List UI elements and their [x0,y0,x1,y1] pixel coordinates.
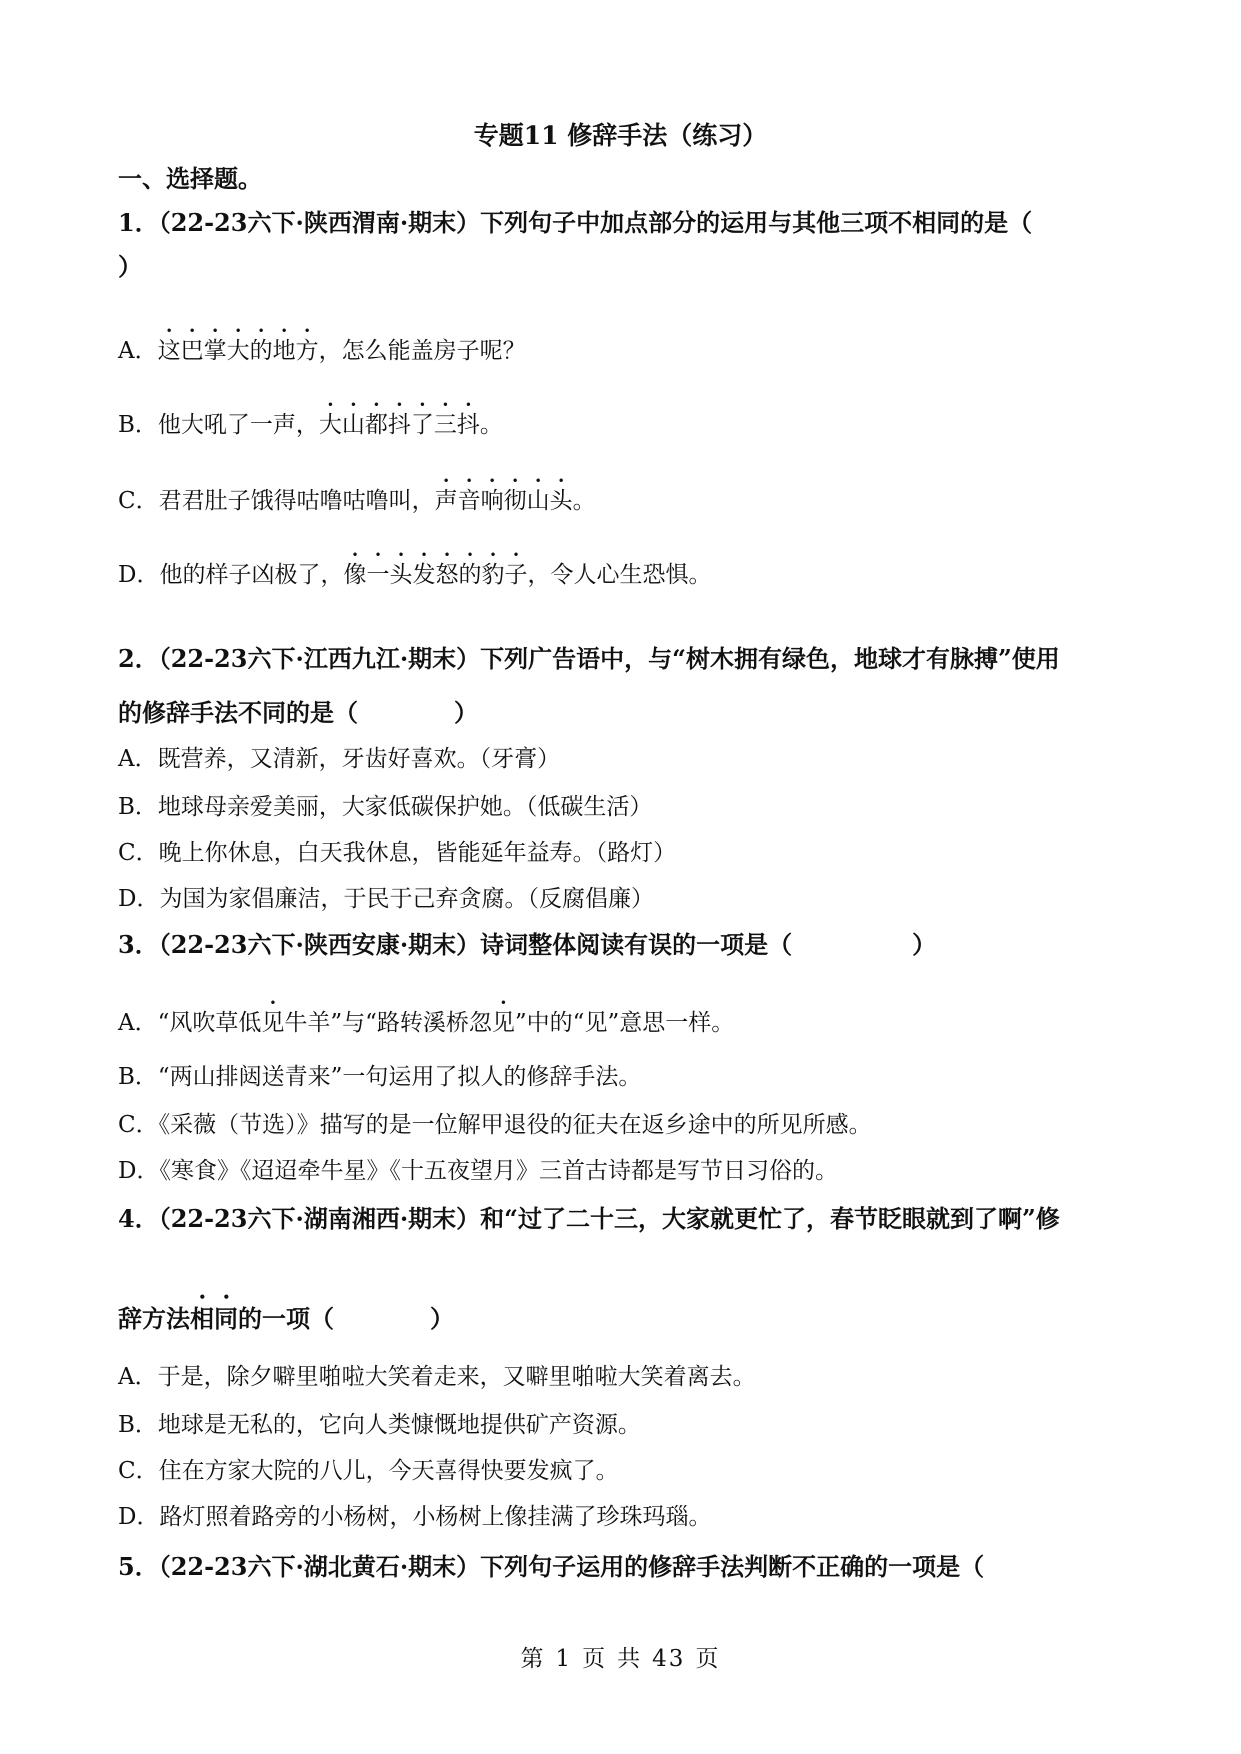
section-heading: 一、选择题。 [118,164,262,193]
option-label: A． [118,338,158,364]
question-2-option-a [118,744,560,774]
option-text: 于是，除夕噼里啪啦大笑着走来，又噼里啪啦大笑着离去。 [157,1364,756,1390]
question-2-option-c [118,838,676,868]
option-text: “两山排闼送青来”一句运用了拟人的修辞手法。 [157,1064,642,1090]
question-text: （22-23六下·陕西安康·期末）诗词整体阅读有误的一项是（ ） [158,930,937,959]
question-3-option-c [118,1110,872,1140]
question-text: （22-23六下·江西九江·期末）下列广告语中，与“树木拥有绿色，地球才有脉搏”使用 [158,644,1060,673]
question-text: （22-23六下·湖北黄石·期末）下列句子运用的修辞手法判断不正确的一项是（ [158,1552,985,1581]
dotted-text: 这巴掌大的地方 [157,338,319,364]
option-text: 既营养，又清新，牙齿好喜欢。（牙膏） [157,746,561,772]
question-1-stem-cont: ） [118,252,142,281]
question-number: 3． [118,930,159,959]
option-label: B． [118,1064,158,1090]
question-1-option-b: B．他大吼了一声，大山都抖了三抖。 [118,412,503,438]
page-number: 1 [555,1646,573,1672]
question-4-stem-cont: 辞方法相同的一项（ ） [118,1304,454,1333]
option-text: 《寒食》《迢迢牵牛星》《十五夜望月》三首古诗都是写节日习俗的。 [159,1158,838,1184]
question-text: （22-23六下·湖南湘西·期末）和“过了二十三，大家就更忙了，春节眨眼就到了啊”修 [158,1204,1060,1233]
option-label: A． [118,1364,158,1390]
question-1-stem [118,208,1032,238]
question-number: 5． [118,1552,159,1581]
question-2-stem-cont: 的修辞手法不同的是（ ） [118,698,478,727]
option-label: D． [118,1158,160,1184]
dotted-text: 大山都抖了三抖 [318,412,480,438]
question-1-option-a: A．这巴掌大的地方，怎么能盖房子呢？ [118,338,526,364]
option-label: C． [118,1112,159,1138]
question-2-option-d [118,884,654,914]
question-5-stem [118,1552,984,1582]
page-title: 专题11 修辞手法（练习） [473,121,768,150]
question-4-stem [118,1204,1060,1234]
page-footer: 第 1 页 共 43 页 [520,1646,721,1672]
question-1-option-d: D．他的样子凶极了，像一头发怒的豹子，令人心生恐惧。 [118,562,712,588]
option-label: D． [118,1504,160,1530]
option-text: 地球母亲爱美丽，大家低碳保护她。（低碳生活） [157,794,653,820]
question-4-option-d [118,1502,711,1532]
option-text: 《采薇（节选）》描写的是一位解甲退役的征夫在返乡途中的所见所感。 [158,1112,872,1138]
question-4-option-a [118,1362,756,1392]
question-text: （22-23六下·陕西渭南·期末）下列句子中加点部分的运用与其他三项不相同的是（ [158,208,1033,237]
option-label: C． [118,488,159,514]
option-label: B． [118,412,158,438]
question-number: 2． [118,644,159,673]
option-text: 晚上你休息，白天我休息，皆能延年益寿。（路灯） [158,840,677,866]
option-label: D． [118,886,160,912]
option-text: 为国为家倡廉洁，于民于己弃贪腐。（反腐倡廉） [159,886,654,912]
question-number: 1． [118,208,159,237]
question-1-option-c: C．君君肚子饿得咕噜咕噜叫，声音响彻山头。 [118,488,596,514]
question-2-stem [118,644,1060,674]
option-label: B． [118,794,158,820]
total-pages: 43 [652,1646,686,1672]
dotted-text: 见 [261,1010,285,1036]
question-3-stem [118,930,936,960]
dotted-text: 相同 [190,1304,238,1333]
option-label: D． [118,562,160,588]
option-label: A． [118,746,158,772]
question-3-option-a: A．“风吹草低见牛羊”与“路转溪桥忽见”中的“见”意思一样。 [118,1010,735,1036]
question-3-option-b [118,1062,641,1092]
option-text: 地球是无私的，它向人类慷慨地提供矿产资源。 [157,1412,641,1438]
option-label: C． [118,1458,159,1484]
option-label: A． [118,1010,158,1036]
option-text: 路灯照着路旁的小杨树，小杨树上像挂满了珍珠玛瑙。 [159,1504,712,1530]
question-4-option-b [118,1410,641,1440]
option-label: C． [118,840,159,866]
dotted-text: 像一头发怒的豹子 [343,562,528,588]
option-text: 住在方家大院的八儿，今天喜得快要发疯了。 [158,1458,619,1484]
question-number: 4． [118,1204,159,1233]
question-3-option-d [118,1156,838,1186]
question-2-option-b [118,792,652,822]
option-label: B． [118,1412,158,1438]
question-4-option-c [118,1456,619,1486]
dotted-text: 声音响彻山头 [434,488,573,514]
dotted-text: 见 [491,1010,515,1036]
